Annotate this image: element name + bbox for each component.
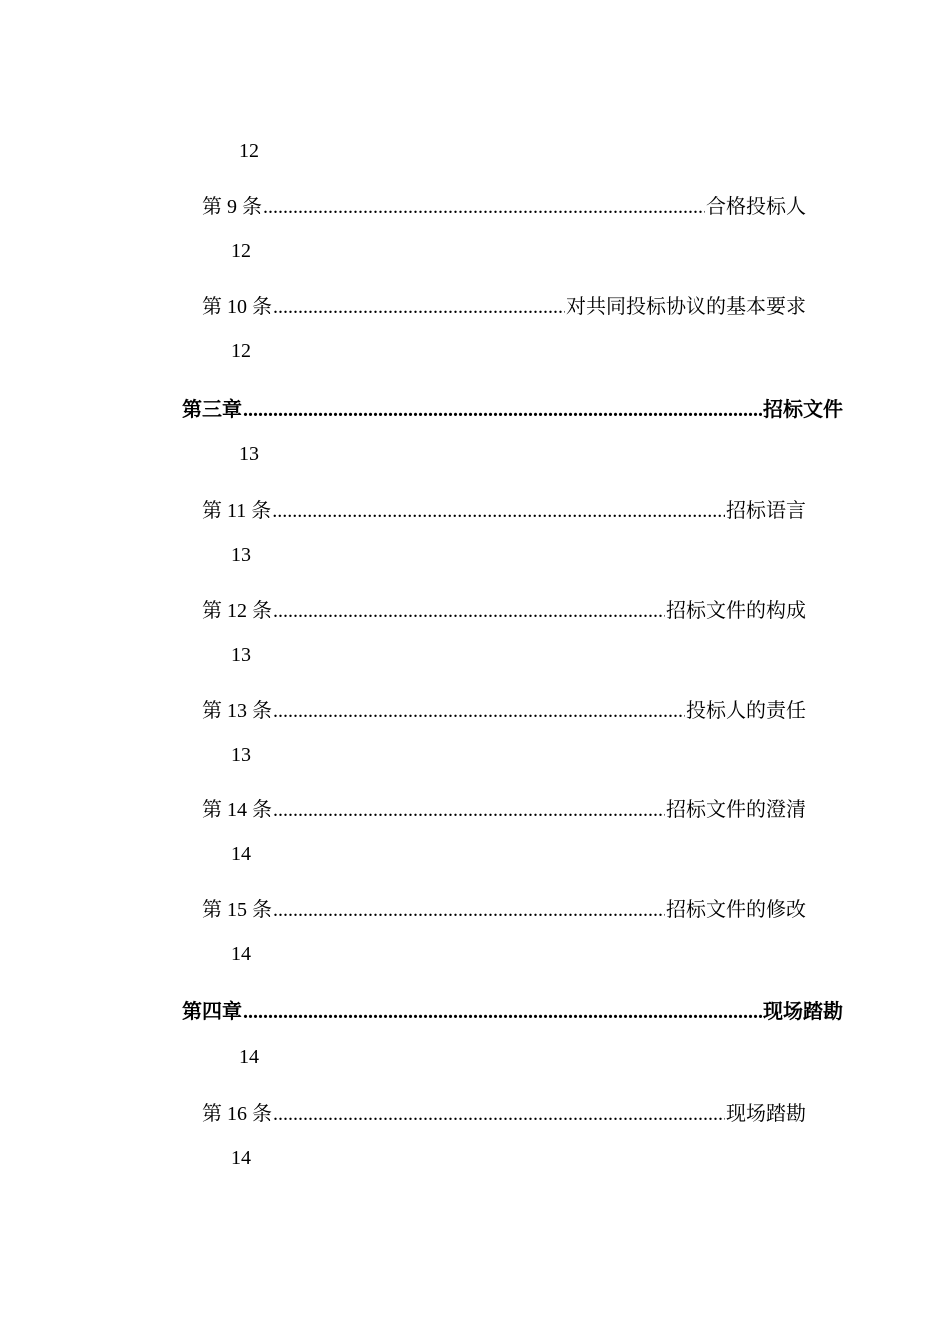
- toc-entry-title: 现场踏勘: [726, 1103, 806, 1125]
- toc-entry-title: 投标人的责任: [686, 700, 806, 722]
- toc-page-number[interactable]: 12: [231, 340, 251, 362]
- toc-chapter-entry[interactable]: [182, 393, 843, 422]
- toc-entry-title: 现场踏勘: [763, 1001, 843, 1023]
- toc-entry-title: 合格投标人: [706, 196, 806, 218]
- toc-entry-number: 第 9 条: [202, 196, 262, 218]
- toc-page-number[interactable]: 14: [231, 943, 251, 965]
- toc-dot-leader: [273, 799, 665, 822]
- toc-article-entry[interactable]: [202, 190, 806, 219]
- toc-dot-leader: [243, 399, 762, 422]
- toc-page-number[interactable]: 12: [231, 240, 251, 262]
- toc-article-entry[interactable]: [202, 290, 806, 319]
- toc-entry-title: 对共同投标协议的基本要求: [566, 296, 806, 318]
- toc-entry-number: 第三章: [182, 399, 242, 421]
- toc-article-entry[interactable]: [202, 594, 806, 623]
- toc-dot-leader: [273, 700, 685, 723]
- toc-entry-number: 第 13 条: [202, 700, 272, 722]
- toc-article-entry[interactable]: [202, 893, 806, 922]
- toc-entry-number: 第 14 条: [202, 799, 272, 821]
- toc-entry-title: 招标文件的修改: [666, 899, 806, 921]
- toc-entry-number: 第四章: [182, 1001, 242, 1023]
- toc-entry-title: 招标语言: [726, 500, 806, 522]
- toc-entry-number: 第 16 条: [202, 1103, 272, 1125]
- toc-article-entry[interactable]: [202, 1097, 806, 1126]
- toc-entry-number: 第 10 条: [202, 296, 272, 318]
- toc-dot-leader: [272, 500, 725, 523]
- toc-entry-number: 第 11 条: [202, 500, 272, 522]
- toc-article-entry[interactable]: [202, 694, 806, 723]
- toc-entry-title: 招标文件的澄清: [666, 799, 806, 821]
- toc-chapter-entry[interactable]: [182, 995, 843, 1024]
- toc-dot-leader: [243, 1001, 762, 1024]
- toc-entry-number: 第 12 条: [202, 600, 272, 622]
- toc-dot-leader: [273, 296, 565, 319]
- toc-entry-title: 招标文件: [763, 399, 843, 421]
- toc-dot-leader: [263, 196, 705, 219]
- toc-page-number[interactable]: 14: [239, 1046, 259, 1068]
- toc-page-number[interactable]: 13: [231, 544, 251, 566]
- toc-page-number[interactable]: 14: [231, 1147, 251, 1169]
- toc-article-entry[interactable]: [202, 494, 806, 523]
- toc-page-number[interactable]: 13: [231, 744, 251, 766]
- toc-entry-number: 第 15 条: [202, 899, 272, 921]
- toc-dot-leader: [273, 1103, 725, 1126]
- toc-page-number[interactable]: 13: [231, 644, 251, 666]
- toc-dot-leader: [273, 899, 665, 922]
- toc-page-number[interactable]: 14: [231, 843, 251, 865]
- toc-dot-leader: [273, 600, 665, 623]
- toc-page-number[interactable]: 13: [239, 443, 259, 465]
- toc-page-number[interactable]: 12: [239, 140, 259, 162]
- toc-article-entry[interactable]: [202, 793, 806, 822]
- toc-entry-title: 招标文件的构成: [666, 600, 806, 622]
